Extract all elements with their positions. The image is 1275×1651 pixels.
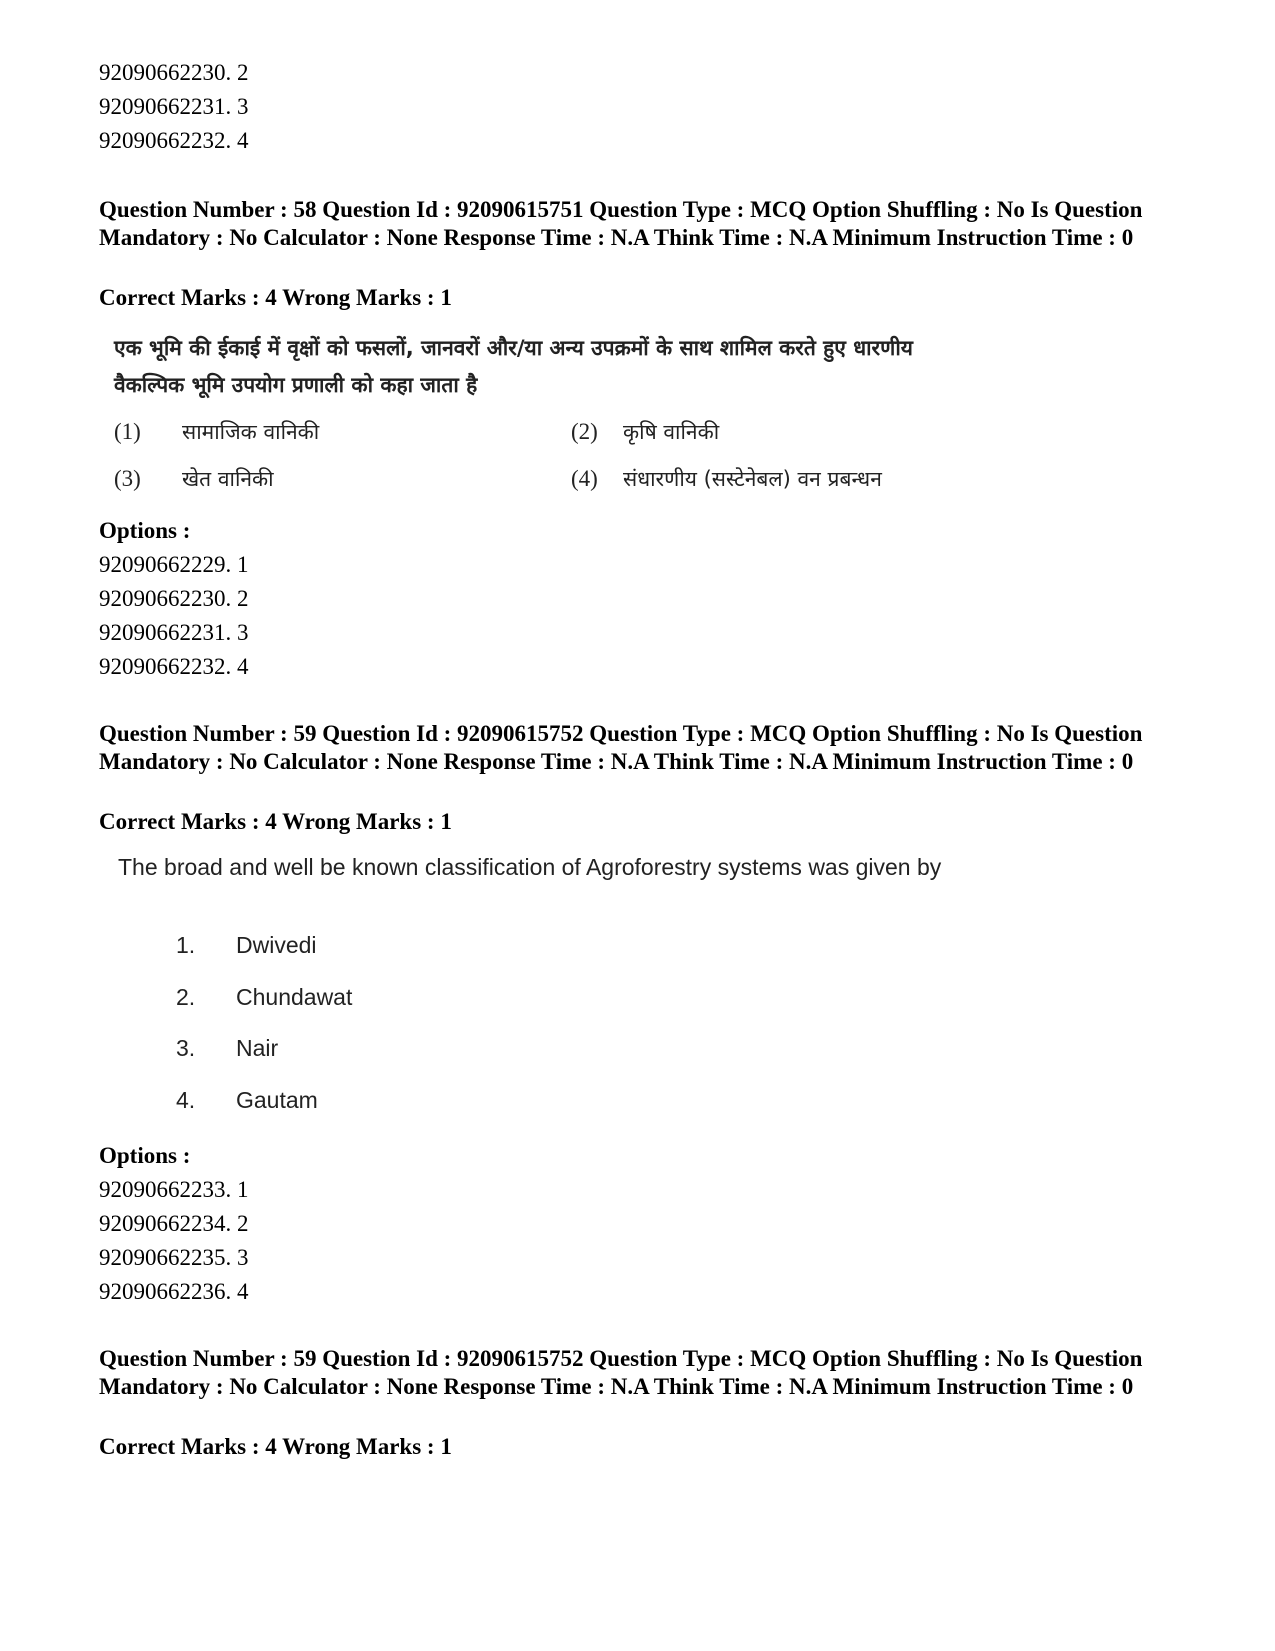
q58-text-line2: वैकल्पिक भूमि उपयोग प्रणाली को कहा जाता है [114,373,478,397]
q59-choice: 2. Chundawat [176,984,353,1010]
option-line: 92090662232. 4 [99,128,249,153]
q58-marks: Correct Marks : 4 Wrong Marks : 1 [99,285,452,310]
q59-choice: 3. Nair [176,1035,279,1061]
q59-choice: 1. Dwivedi [176,932,317,958]
q58-meta: Question Number : 58 Question Id : 92090615751 Question Type : MCQ Option Shuffling : No Is Question Mandatory : No Calculator : None Response Time : N.A Think Time : N.A Minimum Instruction Time : 0 [99,197,1143,250]
option-line: 92090662231. 3 [99,94,249,119]
q58-options-label: Options : [99,518,191,543]
option-line: 92090662234. 2 [99,1211,249,1236]
q59-repeat-marks: Correct Marks : 4 Wrong Marks : 1 [99,1434,452,1459]
q59-options-label: Options : [99,1143,191,1168]
q58-choice: (2) कृषि वानिकी [571,419,720,444]
q59-marks: Correct Marks : 4 Wrong Marks : 1 [99,809,452,834]
q59-question-text: The broad and well be known classification of Agroforestry systems was given by [118,854,942,880]
q58-choice: (1) सामाजिक वानिकी [114,419,320,444]
q59-choice: 4. Gautam [176,1087,318,1113]
q58-text-line1: एक भूमि की ईकाई में वृक्षों को फसलों, जानवरों और/या अन्य उपक्रमों के साथ शामिल करते हुए धारणीय [114,336,913,360]
option-line: 92090662235. 3 [99,1245,249,1270]
top-options-list [99,56,249,158]
option-line: 92090662236. 4 [99,1279,249,1304]
q59-meta: Question Number : 59 Question Id : 92090615752 Question Type : MCQ Option Shuffling : No Is Question Mandatory : No Calculator : None Response Time : N.A Think Time : N.A Minimum Instruction Time : 0 [99,721,1143,774]
q58-choice: (3) खेत वानिकी [114,466,274,491]
q59-repeat-meta: Question Number : 59 Question Id : 92090615752 Question Type : MCQ Option Shuffling : No Is Question Mandatory : No Calculator : None Response Time : N.A Think Time : N.A Minimum Instruction Time : 0 [99,1346,1143,1399]
q58-question-text [114,330,1074,404]
q58-choice: (4) संधारणीय (सस्टेनेबल) वन प्रबन्धन [571,466,882,491]
option-line: 92090662230. 2 [99,586,249,611]
option-line: 92090662233. 1 [99,1177,249,1202]
option-line: 92090662232. 4 [99,654,249,679]
option-line: 92090662230. 2 [99,60,249,85]
q58-options-list [99,548,249,684]
q59-options-list [99,1173,249,1309]
option-line: 92090662229. 1 [99,552,249,577]
option-line: 92090662231. 3 [99,620,249,645]
